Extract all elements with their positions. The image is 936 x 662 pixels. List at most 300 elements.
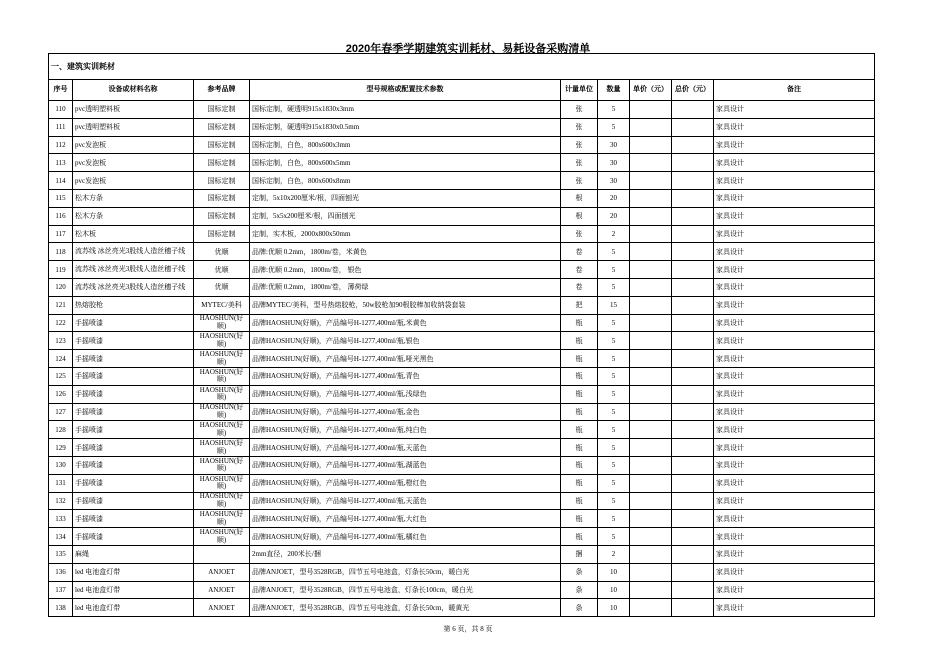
cell-note: 家具设计 <box>714 207 875 225</box>
document-title: 2020年春季学期建筑实训耗材、易耗设备采购清单 <box>345 43 591 55</box>
cell-qty: 5 <box>598 101 630 119</box>
table-row <box>49 172 875 190</box>
cell-no: 138 <box>49 599 73 617</box>
table-row <box>49 367 875 385</box>
cell-spec: 国标定制，白色，800x600x3mm <box>250 136 561 154</box>
cell-unit: 根 <box>561 189 598 207</box>
cell-unit: 瓶 <box>561 492 598 510</box>
cell-price <box>630 154 672 172</box>
table-row <box>49 403 875 421</box>
table-row <box>49 385 875 403</box>
cell-name: 手摇喷漆 <box>73 492 194 510</box>
cell-price <box>630 172 672 190</box>
cell-unit: 卷 <box>561 261 598 279</box>
cell-no: 110 <box>49 101 73 119</box>
cell-spec: 2mm直径，200米长/捆 <box>250 545 561 563</box>
table-row <box>49 350 875 368</box>
table-row <box>49 581 875 599</box>
cell-qty: 10 <box>598 599 630 617</box>
cell-qty: 2 <box>598 545 630 563</box>
cell-qty: 30 <box>598 136 630 154</box>
cell-brand: HAOSHUN(好顺) <box>194 474 250 492</box>
cell-no: 130 <box>49 456 73 474</box>
cell-note: 家具设计 <box>714 599 875 617</box>
cell-spec: 品牌:优顺 0.2mm，1800m/卷， 薄荷绿 <box>250 278 561 296</box>
cell-brand: ANJOET <box>194 581 250 599</box>
cell-no: 133 <box>49 510 73 528</box>
cell-qty: 5 <box>598 528 630 546</box>
cell-spec: 品牌ANJOET，型号3528RGB，四节五号电池盒，灯条长50cm，暖黄光 <box>250 599 561 617</box>
cell-name: led 电池盒灯带 <box>73 563 194 581</box>
cell-spec: 国标定制，硬透明915x1830x3mm <box>250 101 561 119</box>
cell-total <box>672 367 714 385</box>
cell-note: 家具设计 <box>714 278 875 296</box>
cell-price <box>630 225 672 243</box>
cell-total <box>672 296 714 314</box>
cell-unit: 瓶 <box>561 385 598 403</box>
cell-no: 137 <box>49 581 73 599</box>
cell-price <box>630 545 672 563</box>
cell-qty: 5 <box>598 314 630 332</box>
cell-spec: 品牌HAOSHUN(好顺)，产品编号H-1277,400ml/瓶,湖蓝色 <box>250 456 561 474</box>
cell-spec: 品牌ANJOET，型号3528RGB，四节五号电池盒，灯条长100cm，暖白光 <box>250 581 561 599</box>
cell-name: 手摇喷漆 <box>73 510 194 528</box>
cell-total <box>672 332 714 350</box>
cell-note: 家具设计 <box>714 439 875 457</box>
cell-no: 115 <box>49 189 73 207</box>
table-row <box>49 314 875 332</box>
cell-note: 家具设计 <box>714 314 875 332</box>
cell-no: 112 <box>49 136 73 154</box>
cell-spec: 品牌ANJOET，型号3528RGB，四节五号电池盒，灯条长50cm，暖白光 <box>250 563 561 581</box>
cell-name: 手摇喷漆 <box>73 456 194 474</box>
cell-unit: 瓶 <box>561 456 598 474</box>
cell-total <box>672 456 714 474</box>
cell-note: 家具设计 <box>714 189 875 207</box>
cell-brand: HAOSHUN(好顺) <box>194 332 250 350</box>
cell-qty: 5 <box>598 350 630 368</box>
cell-no: 128 <box>49 421 73 439</box>
cell-qty: 5 <box>598 367 630 385</box>
cell-brand: 国标定制 <box>194 118 250 136</box>
cell-no: 122 <box>49 314 73 332</box>
table-row <box>49 136 875 154</box>
cell-name: 手摇喷漆 <box>73 332 194 350</box>
cell-total <box>672 278 714 296</box>
cell-qty: 15 <box>598 296 630 314</box>
cell-brand: 国标定制 <box>194 172 250 190</box>
cell-name: 热熔胶枪 <box>73 296 194 314</box>
cell-brand: HAOSHUN(好顺) <box>194 510 250 528</box>
cell-name: pvc透明塑料板 <box>73 118 194 136</box>
cell-spec: 品牌HAOSHUN(好顺)，产品编号H-1277,400ml/瓶,哑光黑色 <box>250 350 561 368</box>
table-row <box>49 189 875 207</box>
cell-name: pvc透明塑料板 <box>73 101 194 119</box>
cell-spec: 品牌HAOSHUN(好顺)，产品编号H-1277,400ml/瓶,橘红色 <box>250 528 561 546</box>
cell-note: 家具设计 <box>714 403 875 421</box>
cell-price <box>630 456 672 474</box>
cell-note: 家具设计 <box>714 296 875 314</box>
cell-unit: 条 <box>561 599 598 617</box>
table-row <box>49 332 875 350</box>
cell-brand: HAOSHUN(好顺) <box>194 385 250 403</box>
cell-name: 麻绳 <box>73 545 194 563</box>
cell-price <box>630 367 672 385</box>
cell-unit: 条 <box>561 581 598 599</box>
cell-qty: 5 <box>598 439 630 457</box>
cell-spec: 品牌HAOSHUN(好顺)，产品编号H-1277,400ml/瓶,银色 <box>250 332 561 350</box>
cell-no: 118 <box>49 243 73 261</box>
cell-brand: HAOSHUN(好顺) <box>194 439 250 457</box>
cell-unit: 张 <box>561 101 598 119</box>
cell-brand: HAOSHUN(好顺) <box>194 350 250 368</box>
cell-unit: 瓶 <box>561 403 598 421</box>
col-header-brand: 参考品牌 <box>194 80 250 101</box>
cell-spec: 品牌MYTEC/美科，型号热熔胶枪，50w胶枪加90根胶棒加收纳袋套装 <box>250 296 561 314</box>
cell-spec: 品牌HAOSHUN(好顺)，产品编号H-1277,400ml/瓶,金色 <box>250 403 561 421</box>
cell-note: 家具设计 <box>714 581 875 599</box>
cell-qty: 5 <box>598 456 630 474</box>
cell-name: 松木方条 <box>73 207 194 225</box>
table-row <box>49 599 875 617</box>
cell-name: pvc发泡板 <box>73 136 194 154</box>
table-row <box>49 474 875 492</box>
cell-price <box>630 403 672 421</box>
table-row <box>49 101 875 119</box>
cell-total <box>672 154 714 172</box>
cell-qty: 5 <box>598 492 630 510</box>
cell-note: 家具设计 <box>714 101 875 119</box>
cell-price <box>630 332 672 350</box>
cell-note: 家具设计 <box>714 154 875 172</box>
cell-no: 124 <box>49 350 73 368</box>
cell-total <box>672 136 714 154</box>
cell-price <box>630 136 672 154</box>
table-row <box>49 563 875 581</box>
cell-brand: 国标定制 <box>194 207 250 225</box>
col-header-total: 总价（元） <box>672 80 714 101</box>
table-row <box>49 439 875 457</box>
cell-unit: 捆 <box>561 545 598 563</box>
cell-price <box>630 421 672 439</box>
cell-name: 松木方条 <box>73 189 194 207</box>
cell-note: 家具设计 <box>714 367 875 385</box>
cell-price <box>630 118 672 136</box>
cell-no: 136 <box>49 563 73 581</box>
cell-total <box>672 172 714 190</box>
cell-note: 家具设计 <box>714 510 875 528</box>
cell-no: 135 <box>49 545 73 563</box>
procurement-table <box>48 53 875 617</box>
cell-total <box>672 101 714 119</box>
cell-unit: 瓶 <box>561 332 598 350</box>
cell-qty: 5 <box>598 385 630 403</box>
cell-price <box>630 296 672 314</box>
cell-price <box>630 189 672 207</box>
cell-total <box>672 492 714 510</box>
cell-name: 手摇喷漆 <box>73 314 194 332</box>
cell-no: 134 <box>49 528 73 546</box>
cell-spec: 品牌HAOSHUN(好顺)，产品编号H-1277,400ml/瓶,浅绿色 <box>250 385 561 403</box>
cell-brand: HAOSHUN(好顺) <box>194 421 250 439</box>
cell-brand: 国标定制 <box>194 136 250 154</box>
col-header-note: 备注 <box>714 80 875 101</box>
cell-no: 114 <box>49 172 73 190</box>
cell-brand: 国标定制 <box>194 154 250 172</box>
cell-total <box>672 563 714 581</box>
col-header-price: 单价（元） <box>630 80 672 101</box>
cell-spec: 品牌HAOSHUN(好顺)，产品编号H-1277,400ml/瓶,纯白色 <box>250 421 561 439</box>
cell-note: 家具设计 <box>714 545 875 563</box>
cell-total <box>672 314 714 332</box>
cell-brand: ANJOET <box>194 563 250 581</box>
cell-unit: 瓶 <box>561 439 598 457</box>
cell-brand: 优顺 <box>194 243 250 261</box>
cell-brand: HAOSHUN(好顺) <box>194 367 250 385</box>
section-title: 一、建筑实训耗材 <box>49 54 875 80</box>
cell-note: 家具设计 <box>714 385 875 403</box>
col-header-name: 设备或材料名称 <box>73 80 194 101</box>
cell-brand: HAOSHUN(好顺) <box>194 314 250 332</box>
cell-name: 手摇喷漆 <box>73 385 194 403</box>
cell-total <box>672 207 714 225</box>
cell-note: 家具设计 <box>714 421 875 439</box>
col-header-no: 序号 <box>49 80 73 101</box>
cell-unit: 根 <box>561 207 598 225</box>
cell-qty: 5 <box>598 332 630 350</box>
cell-spec: 品牌HAOSHUN(好顺)，产品编号H-1277,400ml/瓶,青色 <box>250 367 561 385</box>
cell-note: 家具设计 <box>714 136 875 154</box>
header-row <box>49 80 875 101</box>
cell-brand: ANJOET <box>194 599 250 617</box>
cell-name: 手摇喷漆 <box>73 403 194 421</box>
cell-unit: 卷 <box>561 278 598 296</box>
cell-note: 家具设计 <box>714 350 875 368</box>
cell-note: 家具设计 <box>714 172 875 190</box>
cell-name: 手摇喷漆 <box>73 367 194 385</box>
cell-no: 111 <box>49 118 73 136</box>
cell-price <box>630 207 672 225</box>
cell-qty: 5 <box>598 510 630 528</box>
cell-price <box>630 314 672 332</box>
cell-price <box>630 385 672 403</box>
cell-name: pvc发泡板 <box>73 172 194 190</box>
cell-unit: 卷 <box>561 243 598 261</box>
cell-note: 家具设计 <box>714 225 875 243</box>
cell-total <box>672 581 714 599</box>
cell-total <box>672 350 714 368</box>
cell-spec: 国标定制，硬透明915x1830x0.5mm <box>250 118 561 136</box>
table-row <box>49 421 875 439</box>
cell-name: 流苏线 冰丝亮光3股线人造丝穗子线 <box>73 243 194 261</box>
cell-no: 131 <box>49 474 73 492</box>
cell-no: 127 <box>49 403 73 421</box>
cell-qty: 20 <box>598 207 630 225</box>
cell-name: led 电池盒灯带 <box>73 581 194 599</box>
cell-price <box>630 278 672 296</box>
cell-price <box>630 599 672 617</box>
cell-total <box>672 225 714 243</box>
cell-no: 121 <box>49 296 73 314</box>
cell-price <box>630 581 672 599</box>
cell-spec: 定制，5x5x200厘米/根，四面刨光 <box>250 207 561 225</box>
cell-spec: 品牌:优顺 0.2mm，1800m/卷，米黄色 <box>250 243 561 261</box>
table-row <box>49 243 875 261</box>
cell-total <box>672 189 714 207</box>
table-row <box>49 118 875 136</box>
cell-price <box>630 563 672 581</box>
cell-name: 手摇喷漆 <box>73 474 194 492</box>
cell-name: 手摇喷漆 <box>73 439 194 457</box>
cell-no: 126 <box>49 385 73 403</box>
col-header-unit: 计量单位 <box>561 80 598 101</box>
table-row <box>49 207 875 225</box>
table-row <box>49 154 875 172</box>
cell-price <box>630 510 672 528</box>
cell-spec: 品牌HAOSHUN(好顺)，产品编号H-1277,400ml/瓶,天蓝色 <box>250 439 561 457</box>
cell-spec: 品牌HAOSHUN(好顺)，产品编号H-1277,400ml/瓶,大红色 <box>250 510 561 528</box>
cell-total <box>672 385 714 403</box>
cell-price <box>630 439 672 457</box>
cell-note: 家具设计 <box>714 528 875 546</box>
cell-total <box>672 421 714 439</box>
cell-name: pvc发泡板 <box>73 154 194 172</box>
cell-brand: HAOSHUN(好顺) <box>194 492 250 510</box>
cell-note: 家具设计 <box>714 474 875 492</box>
table-row <box>49 225 875 243</box>
cell-spec: 品牌HAOSHUN(好顺)，产品编号H-1277,400ml/瓶,橙红色 <box>250 474 561 492</box>
cell-no: 123 <box>49 332 73 350</box>
cell-unit: 张 <box>561 136 598 154</box>
cell-price <box>630 474 672 492</box>
cell-brand: 国标定制 <box>194 101 250 119</box>
cell-name: led 电池盒灯带 <box>73 599 194 617</box>
cell-spec: 定制，实木板，2000x800x50mm <box>250 225 561 243</box>
cell-qty: 5 <box>598 403 630 421</box>
cell-unit: 瓶 <box>561 510 598 528</box>
cell-qty: 5 <box>598 421 630 439</box>
table-row <box>49 510 875 528</box>
cell-price <box>630 350 672 368</box>
cell-brand: HAOSHUN(好顺) <box>194 403 250 421</box>
table-row <box>49 278 875 296</box>
cell-note: 家具设计 <box>714 332 875 350</box>
cell-no: 119 <box>49 261 73 279</box>
cell-no: 116 <box>49 207 73 225</box>
cell-brand: MYTEC/美科 <box>194 296 250 314</box>
cell-unit: 瓶 <box>561 350 598 368</box>
cell-brand <box>194 545 250 563</box>
cell-unit: 瓶 <box>561 421 598 439</box>
cell-total <box>672 474 714 492</box>
table-row <box>49 456 875 474</box>
cell-note: 家具设计 <box>714 118 875 136</box>
cell-total <box>672 243 714 261</box>
cell-qty: 2 <box>598 225 630 243</box>
cell-qty: 30 <box>598 154 630 172</box>
cell-name: 手摇喷漆 <box>73 528 194 546</box>
cell-brand: 国标定制 <box>194 225 250 243</box>
cell-unit: 张 <box>561 118 598 136</box>
cell-name: 手摇喷漆 <box>73 350 194 368</box>
cell-note: 家具设计 <box>714 563 875 581</box>
cell-qty: 5 <box>598 243 630 261</box>
cell-unit: 瓶 <box>561 314 598 332</box>
cell-no: 117 <box>49 225 73 243</box>
cell-note: 家具设计 <box>714 261 875 279</box>
table-row <box>49 261 875 279</box>
col-header-spec: 型号规格或配置技术参数 <box>250 80 561 101</box>
cell-total <box>672 599 714 617</box>
cell-unit: 条 <box>561 563 598 581</box>
cell-qty: 10 <box>598 563 630 581</box>
cell-total <box>672 528 714 546</box>
col-header-qty: 数量 <box>598 80 630 101</box>
cell-qty: 20 <box>598 189 630 207</box>
cell-total <box>672 118 714 136</box>
cell-brand: 优顺 <box>194 278 250 296</box>
cell-note: 家具设计 <box>714 456 875 474</box>
cell-brand: 国标定制 <box>194 189 250 207</box>
table-row <box>49 528 875 546</box>
page-footer: 第 6 页，共 8 页 <box>443 625 493 633</box>
cell-spec: 品牌:优顺 0.2mm，1800m/卷， 银色 <box>250 261 561 279</box>
cell-qty: 5 <box>598 474 630 492</box>
cell-spec: 定制，5x10x200厘米/根，四面刨光 <box>250 189 561 207</box>
cell-price <box>630 261 672 279</box>
cell-spec: 品牌HAOSHUN(好顺)，产品编号H-1277,400ml/瓶,天蓝色 <box>250 492 561 510</box>
cell-no: 129 <box>49 439 73 457</box>
cell-total <box>672 403 714 421</box>
cell-qty: 10 <box>598 581 630 599</box>
cell-unit: 瓶 <box>561 367 598 385</box>
section-row <box>49 54 875 80</box>
cell-price <box>630 243 672 261</box>
cell-total <box>672 545 714 563</box>
cell-unit: 瓶 <box>561 528 598 546</box>
cell-price <box>630 528 672 546</box>
table-row <box>49 545 875 563</box>
cell-unit: 瓶 <box>561 474 598 492</box>
cell-name: 手摇喷漆 <box>73 421 194 439</box>
cell-note: 家具设计 <box>714 492 875 510</box>
cell-price <box>630 492 672 510</box>
cell-qty: 5 <box>598 118 630 136</box>
cell-price <box>630 101 672 119</box>
cell-unit: 张 <box>561 225 598 243</box>
cell-unit: 张 <box>561 172 598 190</box>
cell-note: 家具设计 <box>714 243 875 261</box>
cell-unit: 把 <box>561 296 598 314</box>
cell-name: 流苏线 冰丝亮光3股线人造丝穗子线 <box>73 278 194 296</box>
cell-name: 松木板 <box>73 225 194 243</box>
cell-spec: 国标定制，白色，800x600x5mm <box>250 154 561 172</box>
cell-brand: 优顺 <box>194 261 250 279</box>
cell-total <box>672 439 714 457</box>
table-row <box>49 492 875 510</box>
table-row <box>49 296 875 314</box>
cell-qty: 5 <box>598 278 630 296</box>
cell-no: 120 <box>49 278 73 296</box>
cell-total <box>672 510 714 528</box>
cell-brand: HAOSHUN(好顺) <box>194 456 250 474</box>
cell-total <box>672 261 714 279</box>
cell-spec: 品牌HAOSHUN(好顺)，产品编号H-1277,400ml/瓶,米黄色 <box>250 314 561 332</box>
cell-qty: 30 <box>598 172 630 190</box>
cell-qty: 5 <box>598 261 630 279</box>
cell-unit: 张 <box>561 154 598 172</box>
cell-no: 132 <box>49 492 73 510</box>
